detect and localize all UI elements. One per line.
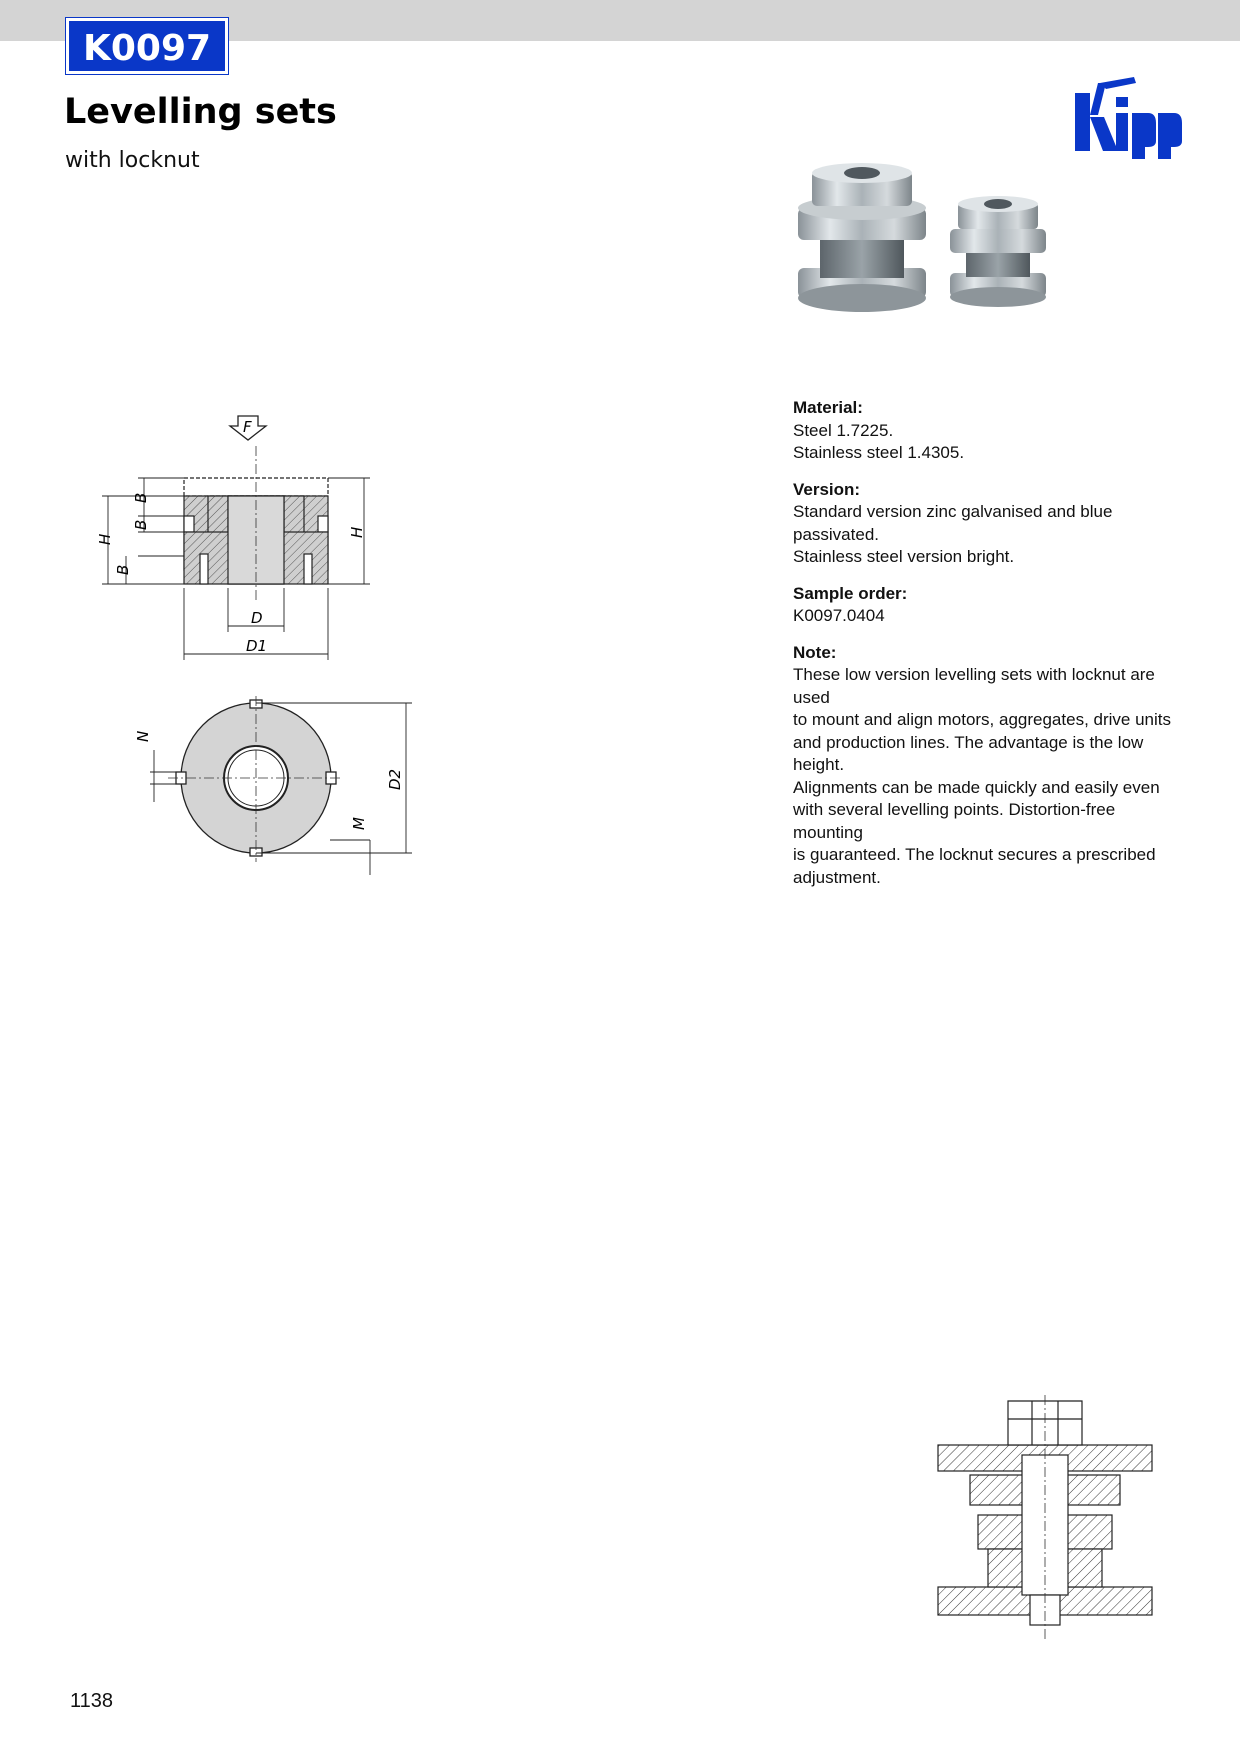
note-line: to mount and align motors, aggregates, drive units (793, 710, 1171, 729)
note-section (793, 642, 1188, 890)
flange-diameter-label: D2 (386, 768, 404, 790)
b-label: B (132, 519, 150, 530)
force-label: F (243, 418, 252, 436)
material-heading: Material: (793, 398, 863, 417)
kipp-logo (1072, 75, 1187, 160)
top-view-drawing (120, 690, 430, 880)
height-label-left: H (96, 533, 114, 545)
note-line: adjustment. (793, 867, 881, 887)
info-column (793, 397, 1188, 903)
version-line: Stainless steel version bright. (793, 547, 1015, 566)
sample-order-heading: Sample order: (793, 583, 908, 603)
note-heading: Note: (793, 642, 837, 662)
note-line: and production lines. The advantage is the low height. (793, 732, 1144, 774)
sample-order-value: K0097.0404 (793, 606, 885, 625)
inner-diameter-label: D (251, 609, 263, 627)
page-subtitle: with locknut (65, 148, 200, 173)
height-label-right: H (348, 526, 366, 538)
outer-diameter-label: D1 (246, 637, 268, 655)
large-levelling-set (798, 163, 926, 312)
sample-order-section (793, 583, 1188, 628)
version-section (793, 479, 1188, 569)
slot-width-label: N (134, 730, 152, 742)
page-number: 1138 (70, 1690, 114, 1712)
b-label: B (114, 564, 132, 575)
note-line: These low version levelling sets with locknut are used (793, 665, 1155, 707)
product-photo (790, 163, 1052, 333)
note-line: with several levelling points. Distortion-free mounting (793, 800, 1116, 842)
side-section-drawing (80, 410, 420, 670)
b-label: B (132, 492, 150, 503)
version-heading: Version: (793, 479, 861, 499)
note-line: Alignments can be made quickly and easily even (793, 777, 1160, 797)
assembly-drawing (930, 1395, 1160, 1645)
material-section (793, 397, 1188, 465)
material-line: Steel 1.7225. (793, 420, 894, 440)
product-code-badge: K0097 (66, 18, 228, 74)
note-line: is guaranteed. The locknut secures a prescribed (793, 845, 1156, 864)
thread-label: M (350, 817, 368, 830)
material-line: Stainless steel 1.4305. (793, 443, 965, 462)
version-line: Standard version zinc galvanised and blue passivated. (793, 502, 1113, 544)
page-title: Levelling sets (64, 92, 337, 132)
small-levelling-set (950, 196, 1046, 307)
